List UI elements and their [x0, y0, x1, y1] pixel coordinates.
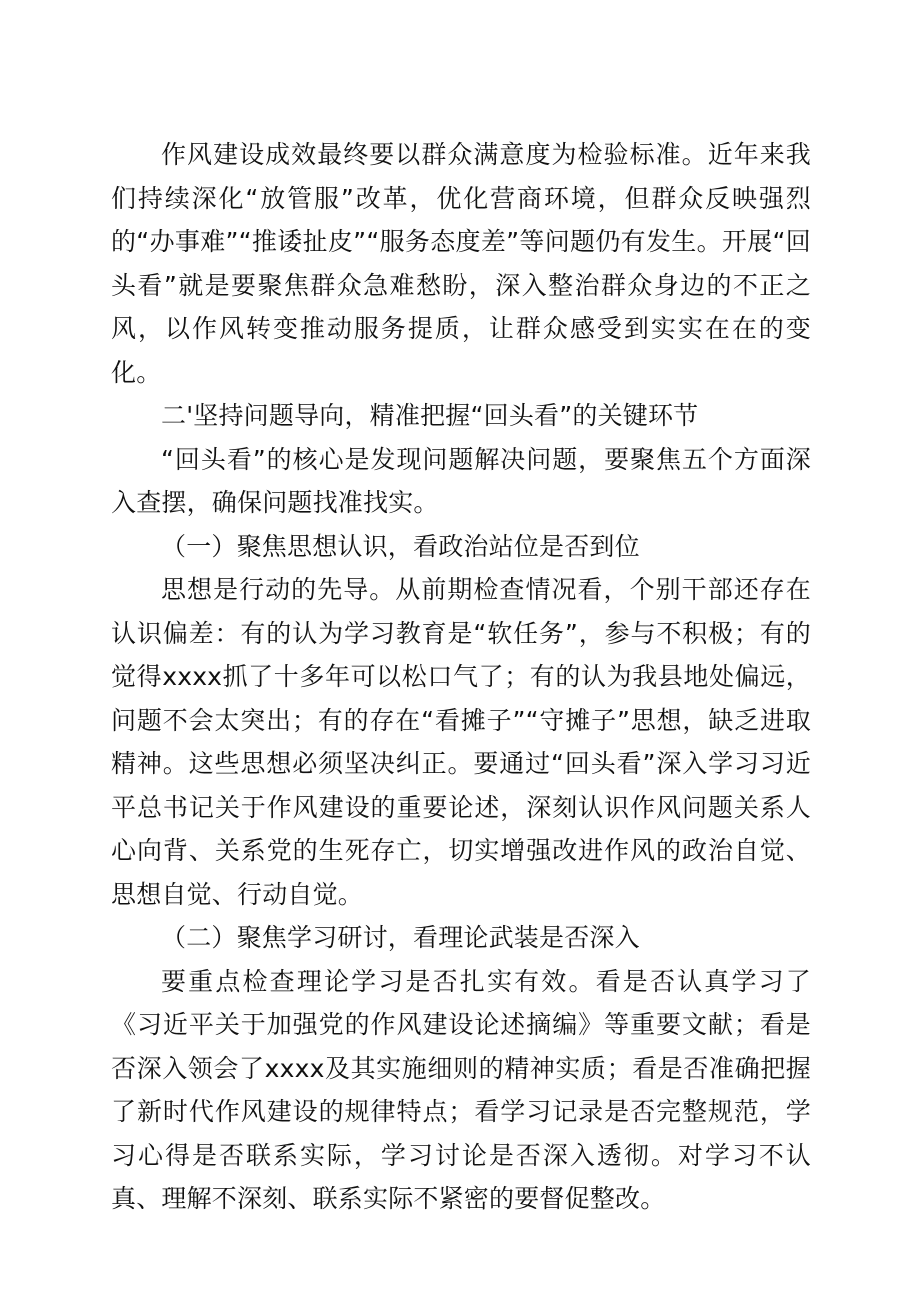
subheading-two: （二）聚焦学习研讨，看理论武装是否深入	[161, 923, 640, 952]
paragraph-study-review: 要重点检查理论学习是否扎实有效。看是否认真学习了《习近平关于加强党的作风建设论述摘编》等重要文献；看是否深入领会了xxxx及其实施细则的精神实质；看是否准确把握了新时代作风建设的规律特点；看学习记录是否完整规范，学习心得是否联系实际，学习讨论是否深入透彻。对学习不认真、理解不深刻、联系实际不紧密的要督促整改。	[111, 966, 811, 1213]
document-body	[111, 133, 811, 1221]
section-heading-two: 二'坚持问题导向，精准把握“回头看”的关键环节	[161, 401, 699, 430]
paragraph-mass-satisfaction: 作风建设成效最终要以群众满意度为检验标准。近年来我们持续深化“放管服”改革，优化营商环境，但群众反映强烈的“办事难”“推诿扯皮”“服务态度差”等问题仍有发生。开展“回头看”就是要聚焦群众急难愁盼，深入整治群众身边的不正之风，以作风转变推动服务提质，让群众感受到实实在在的变化。	[111, 140, 811, 387]
subheading-one: （一）聚焦思想认识，看政治站位是否到位	[161, 531, 640, 561]
paragraph-look-back-core: “回头看”的核心是发现问题解决问题，要聚焦五个方面深入查摆，确保问题找准找实。	[111, 444, 811, 517]
paragraph-ideology: 思想是行动的先导。从前期检查情况看，个别干部还存在认识偏差：有的认为学习教育是“软任务”，参与不积极；有的觉得xxxx抓了十多年可以松口气了；有的认为我县地处偏远，问题不会太突出；有的存在“看摊子”“守摊子”思想，缺乏进取精神。这些思想必须坚决纠正。要通过“回头看”深入学习习近平总书记关于作风建设的重要论述，深刻认识作风问题关系人心向背、关系党的生死存亡，切实增强改进作风的政治自觉、思想自觉、行动自觉。	[111, 575, 811, 909]
